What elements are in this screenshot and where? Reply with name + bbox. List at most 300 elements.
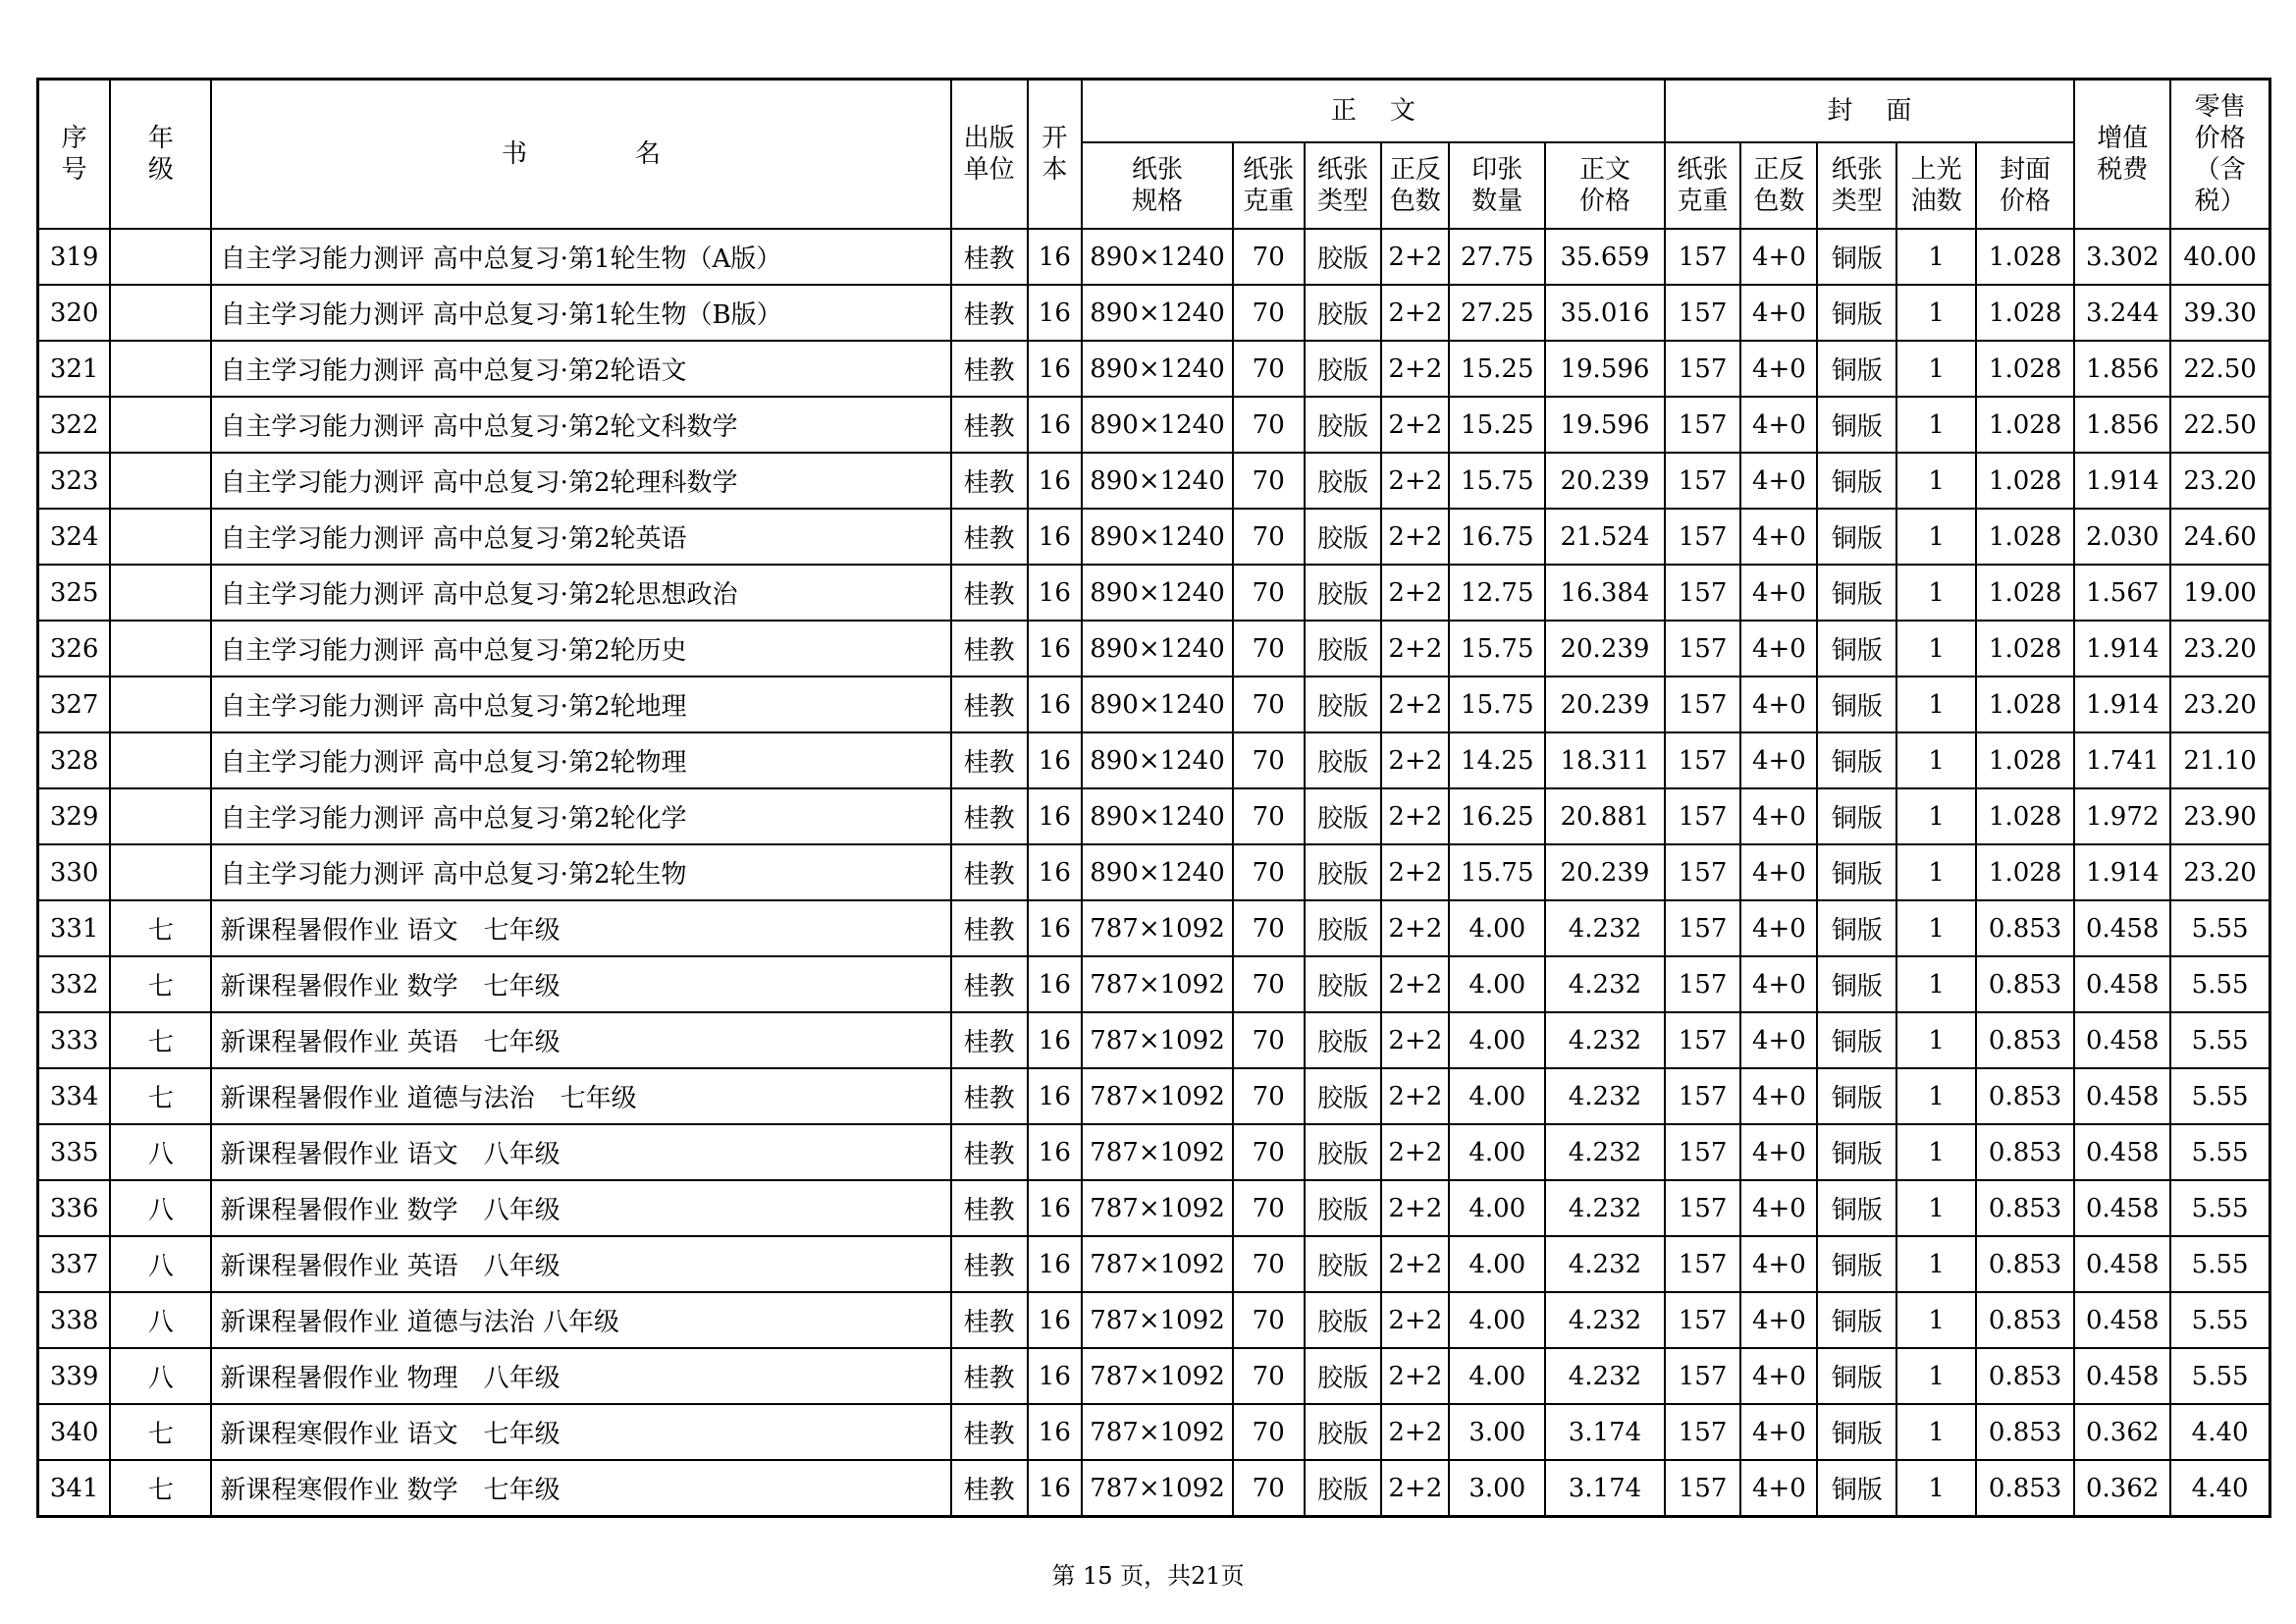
- cell-grade: [110, 677, 211, 732]
- cell-body-sheets: 4.00: [1449, 1012, 1545, 1068]
- cell-cover-colors: 4+0: [1740, 1348, 1817, 1404]
- cell-retail-price: 22.50: [2170, 341, 2269, 397]
- cell-body-price: 20.239: [1545, 621, 1664, 677]
- cell-book-name: 新课程寒假作业 数学 七年级: [211, 1460, 950, 1517]
- cell-cover-colors: 4+0: [1740, 229, 1817, 285]
- cell-grade: [110, 565, 211, 621]
- header-cover-group: 封面: [1665, 80, 2075, 143]
- cell-cover-paper-weight: 157: [1665, 1404, 1741, 1460]
- cell-cover-colors: 4+0: [1740, 1460, 1817, 1517]
- cell-book-name: 新课程暑假作业 语文 七年级: [211, 900, 950, 956]
- cell-cover-paper-type: 铜版: [1817, 1404, 1896, 1460]
- cell-body-paper-weight: 70: [1233, 285, 1305, 341]
- cell-body-sheets: 4.00: [1449, 1348, 1545, 1404]
- table-row: [38, 621, 2270, 677]
- table-body: [38, 229, 2270, 1517]
- cell-cover-price: 1.028: [1976, 677, 2074, 732]
- cell-body-paper-size: 890×1240: [1082, 285, 1233, 341]
- cell-body-paper-weight: 70: [1233, 509, 1305, 565]
- cell-vat: 1.856: [2074, 341, 2170, 397]
- cell-publisher: 桂教: [951, 1012, 1028, 1068]
- cell-book-name: 新课程暑假作业 英语 八年级: [211, 1236, 950, 1292]
- cell-retail-price: 5.55: [2170, 1348, 2269, 1404]
- cell-retail-price: 5.55: [2170, 956, 2269, 1012]
- cell-cover-paper-weight: 157: [1665, 1348, 1741, 1404]
- cell-grade: [110, 453, 211, 509]
- cell-book-name: 自主学习能力测评 高中总复习·第2轮语文: [211, 341, 950, 397]
- cell-retail-price: 22.50: [2170, 397, 2269, 453]
- cell-format: 16: [1028, 788, 1083, 844]
- cell-body-paper-weight: 70: [1233, 621, 1305, 677]
- cell-publisher: 桂教: [951, 732, 1028, 788]
- cell-body-paper-type: 胶版: [1305, 397, 1382, 453]
- cell-cover-paper-type: 铜版: [1817, 453, 1896, 509]
- cell-vat: 0.458: [2074, 1292, 2170, 1348]
- cell-cover-paper-type: 铜版: [1817, 844, 1896, 900]
- cell-body-paper-size: 787×1092: [1082, 1404, 1233, 1460]
- cell-vat: 1.741: [2074, 732, 2170, 788]
- cell-cover-varnish: 1: [1896, 1348, 1976, 1404]
- cell-seq: 339: [38, 1348, 111, 1404]
- cell-cover-varnish: 1: [1896, 1124, 1976, 1180]
- cell-body-paper-weight: 70: [1233, 732, 1305, 788]
- cell-body-colors: 2+2: [1381, 1292, 1449, 1348]
- cell-vat: 0.458: [2074, 1180, 2170, 1236]
- cell-body-colors: 2+2: [1381, 1068, 1449, 1124]
- header-cover-price: 封面 价格: [1976, 142, 2074, 229]
- cell-body-colors: 2+2: [1381, 397, 1449, 453]
- cell-body-paper-size: 890×1240: [1082, 621, 1233, 677]
- cell-seq: 330: [38, 844, 111, 900]
- cell-body-colors: 2+2: [1381, 788, 1449, 844]
- cell-body-paper-type: 胶版: [1305, 509, 1382, 565]
- cell-body-sheets: 16.25: [1449, 788, 1545, 844]
- cell-body-paper-size: 890×1240: [1082, 677, 1233, 732]
- cell-body-paper-type: 胶版: [1305, 1404, 1382, 1460]
- cell-body-colors: 2+2: [1381, 509, 1449, 565]
- cell-seq: 336: [38, 1180, 111, 1236]
- table-row: [38, 285, 2270, 341]
- cell-book-name: 自主学习能力测评 高中总复习·第2轮文科数学: [211, 397, 950, 453]
- cell-body-price: 4.232: [1545, 1124, 1664, 1180]
- cell-cover-colors: 4+0: [1740, 956, 1817, 1012]
- table-row: [38, 1236, 2270, 1292]
- cell-cover-colors: 4+0: [1740, 285, 1817, 341]
- cell-cover-paper-weight: 157: [1665, 285, 1741, 341]
- cell-retail-price: 5.55: [2170, 1124, 2269, 1180]
- cell-vat: 1.914: [2074, 844, 2170, 900]
- cell-cover-colors: 4+0: [1740, 1236, 1817, 1292]
- cell-cover-paper-type: 铜版: [1817, 397, 1896, 453]
- cell-cover-price: 0.853: [1976, 1348, 2074, 1404]
- cell-cover-paper-weight: 157: [1665, 621, 1741, 677]
- cell-seq: 327: [38, 677, 111, 732]
- cell-cover-price: 1.028: [1976, 229, 2074, 285]
- cell-cover-paper-weight: 157: [1665, 1236, 1741, 1292]
- cell-body-paper-weight: 70: [1233, 956, 1305, 1012]
- cell-body-paper-size: 890×1240: [1082, 844, 1233, 900]
- cell-cover-paper-type: 铜版: [1817, 621, 1896, 677]
- cell-cover-paper-weight: 157: [1665, 732, 1741, 788]
- cell-book-name: 新课程暑假作业 道德与法治 八年级: [211, 1292, 950, 1348]
- cell-publisher: 桂教: [951, 788, 1028, 844]
- cell-seq: 320: [38, 285, 111, 341]
- cell-cover-varnish: 1: [1896, 732, 1976, 788]
- cell-body-paper-type: 胶版: [1305, 1124, 1382, 1180]
- cell-publisher: 桂教: [951, 509, 1028, 565]
- cell-body-sheets: 15.75: [1449, 844, 1545, 900]
- cell-grade: [110, 341, 211, 397]
- cell-publisher: 桂教: [951, 1124, 1028, 1180]
- cell-format: 16: [1028, 1180, 1083, 1236]
- cell-cover-colors: 4+0: [1740, 341, 1817, 397]
- cell-body-colors: 2+2: [1381, 844, 1449, 900]
- cell-body-paper-size: 787×1092: [1082, 1348, 1233, 1404]
- cell-body-price: 4.232: [1545, 1348, 1664, 1404]
- cell-body-colors: 2+2: [1381, 900, 1449, 956]
- cell-vat: 0.458: [2074, 1068, 2170, 1124]
- table-row: [38, 1292, 2270, 1348]
- cell-cover-paper-type: 铜版: [1817, 509, 1896, 565]
- cell-grade: 七: [110, 956, 211, 1012]
- table-row: [38, 1068, 2270, 1124]
- cell-body-paper-type: 胶版: [1305, 621, 1382, 677]
- cell-book-name: 自主学习能力测评 高中总复习·第2轮地理: [211, 677, 950, 732]
- table-row: [38, 732, 2270, 788]
- cell-body-paper-weight: 70: [1233, 1124, 1305, 1180]
- cell-body-paper-size: 890×1240: [1082, 397, 1233, 453]
- cell-cover-paper-type: 铜版: [1817, 1348, 1896, 1404]
- cell-cover-colors: 4+0: [1740, 1068, 1817, 1124]
- cell-body-paper-size: 787×1092: [1082, 1460, 1233, 1517]
- cell-body-sheets: 4.00: [1449, 1180, 1545, 1236]
- cell-vat: 1.914: [2074, 677, 2170, 732]
- cell-publisher: 桂教: [951, 397, 1028, 453]
- cell-body-paper-type: 胶版: [1305, 1348, 1382, 1404]
- cell-cover-varnish: 1: [1896, 788, 1976, 844]
- cell-retail-price: 5.55: [2170, 1068, 2269, 1124]
- cell-body-colors: 2+2: [1381, 677, 1449, 732]
- cell-cover-price: 1.028: [1976, 341, 2074, 397]
- cell-body-sheets: 3.00: [1449, 1460, 1545, 1517]
- header-row-top: [38, 80, 2270, 143]
- cell-body-paper-weight: 70: [1233, 1180, 1305, 1236]
- cell-body-colors: 2+2: [1381, 229, 1449, 285]
- cell-vat: 0.458: [2074, 956, 2170, 1012]
- cell-cover-paper-type: 铜版: [1817, 229, 1896, 285]
- header-cover-colors: 正反 色数: [1740, 142, 1817, 229]
- cell-body-paper-type: 胶版: [1305, 677, 1382, 732]
- cell-cover-varnish: 1: [1896, 677, 1976, 732]
- cell-body-paper-type: 胶版: [1305, 900, 1382, 956]
- cell-publisher: 桂教: [951, 1068, 1028, 1124]
- cell-retail-price: 23.20: [2170, 453, 2269, 509]
- cell-body-paper-type: 胶版: [1305, 285, 1382, 341]
- cell-publisher: 桂教: [951, 677, 1028, 732]
- cell-body-paper-size: 787×1092: [1082, 1292, 1233, 1348]
- cell-book-name: 自主学习能力测评 高中总复习·第2轮理科数学: [211, 453, 950, 509]
- cell-cover-colors: 4+0: [1740, 509, 1817, 565]
- table-row: [38, 844, 2270, 900]
- cell-body-paper-type: 胶版: [1305, 229, 1382, 285]
- cell-body-paper-weight: 70: [1233, 1404, 1305, 1460]
- cell-cover-varnish: 1: [1896, 453, 1976, 509]
- cell-body-paper-type: 胶版: [1305, 1012, 1382, 1068]
- cell-retail-price: 5.55: [2170, 1292, 2269, 1348]
- cell-vat: 1.914: [2074, 621, 2170, 677]
- cell-publisher: 桂教: [951, 1404, 1028, 1460]
- cell-book-name: 新课程暑假作业 英语 七年级: [211, 1012, 950, 1068]
- header-cover-paper-weight: 纸张 克重: [1665, 142, 1741, 229]
- cell-cover-paper-type: 铜版: [1817, 1180, 1896, 1236]
- cell-body-paper-weight: 70: [1233, 1348, 1305, 1404]
- cell-grade: [110, 621, 211, 677]
- cell-format: 16: [1028, 1124, 1083, 1180]
- cell-grade: 八: [110, 1348, 211, 1404]
- cell-vat: 0.458: [2074, 1012, 2170, 1068]
- table-row: [38, 1124, 2270, 1180]
- header-publisher: 出版 单位: [951, 80, 1028, 230]
- cell-body-price: 3.174: [1545, 1404, 1664, 1460]
- cell-publisher: 桂教: [951, 900, 1028, 956]
- cell-cover-paper-type: 铜版: [1817, 1292, 1896, 1348]
- cell-book-name: 自主学习能力测评 高中总复习·第2轮生物: [211, 844, 950, 900]
- cell-retail-price: 19.00: [2170, 565, 2269, 621]
- cell-cover-paper-weight: 157: [1665, 844, 1741, 900]
- cell-seq: 341: [38, 1460, 111, 1517]
- header-seq: 序 号: [38, 80, 111, 230]
- cell-format: 16: [1028, 621, 1083, 677]
- cell-grade: [110, 509, 211, 565]
- cell-seq: 321: [38, 341, 111, 397]
- cell-format: 16: [1028, 1068, 1083, 1124]
- header-book-name: 书名: [211, 80, 950, 230]
- cell-retail-price: 5.55: [2170, 1236, 2269, 1292]
- cell-seq: 332: [38, 956, 111, 1012]
- cell-body-colors: 2+2: [1381, 956, 1449, 1012]
- cell-body-price: 19.596: [1545, 397, 1664, 453]
- cell-cover-colors: 4+0: [1740, 844, 1817, 900]
- header-body-price: 正文 价格: [1545, 142, 1664, 229]
- header-body-paper-type: 纸张 类型: [1305, 142, 1382, 229]
- cell-cover-paper-weight: 157: [1665, 1180, 1741, 1236]
- cell-cover-varnish: 1: [1896, 1292, 1976, 1348]
- cell-cover-paper-type: 铜版: [1817, 900, 1896, 956]
- cell-grade: 七: [110, 1068, 211, 1124]
- cell-body-paper-weight: 70: [1233, 1236, 1305, 1292]
- cell-cover-paper-weight: 157: [1665, 900, 1741, 956]
- cell-vat: 0.362: [2074, 1460, 2170, 1517]
- header-format: 开 本: [1028, 80, 1083, 230]
- cell-vat: 1.914: [2074, 453, 2170, 509]
- cell-body-price: 4.232: [1545, 956, 1664, 1012]
- cell-retail-price: 5.55: [2170, 1180, 2269, 1236]
- cell-seq: 329: [38, 788, 111, 844]
- cell-cover-paper-type: 铜版: [1817, 1236, 1896, 1292]
- cell-body-sheets: 15.25: [1449, 341, 1545, 397]
- cell-retail-price: 5.55: [2170, 1012, 2269, 1068]
- cell-format: 16: [1028, 956, 1083, 1012]
- cell-cover-varnish: 1: [1896, 1180, 1976, 1236]
- cell-seq: 338: [38, 1292, 111, 1348]
- cell-format: 16: [1028, 565, 1083, 621]
- cell-seq: 326: [38, 621, 111, 677]
- cell-format: 16: [1028, 1404, 1083, 1460]
- cell-cover-price: 1.028: [1976, 453, 2074, 509]
- cell-book-name: 新课程暑假作业 数学 八年级: [211, 1180, 950, 1236]
- table-row: [38, 1404, 2270, 1460]
- cell-format: 16: [1028, 900, 1083, 956]
- cell-retail-price: 23.20: [2170, 844, 2269, 900]
- cell-body-price: 20.239: [1545, 844, 1664, 900]
- cell-cover-paper-weight: 157: [1665, 453, 1741, 509]
- cell-cover-varnish: 1: [1896, 1012, 1976, 1068]
- cell-body-sheets: 14.25: [1449, 732, 1545, 788]
- cell-format: 16: [1028, 509, 1083, 565]
- cell-cover-colors: 4+0: [1740, 732, 1817, 788]
- cell-cover-colors: 4+0: [1740, 788, 1817, 844]
- cell-body-sheets: 27.75: [1449, 229, 1545, 285]
- cell-body-paper-weight: 70: [1233, 229, 1305, 285]
- table-row: [38, 677, 2270, 732]
- cell-body-sheets: 15.75: [1449, 453, 1545, 509]
- cell-body-paper-size: 787×1092: [1082, 956, 1233, 1012]
- cell-body-price: 4.232: [1545, 1012, 1664, 1068]
- cell-retail-price: 23.20: [2170, 621, 2269, 677]
- cell-format: 16: [1028, 1292, 1083, 1348]
- cell-body-price: 4.232: [1545, 1068, 1664, 1124]
- table-row: [38, 565, 2270, 621]
- cell-cover-price: 1.028: [1976, 844, 2074, 900]
- cell-cover-paper-type: 铜版: [1817, 1068, 1896, 1124]
- cell-cover-varnish: 1: [1896, 844, 1976, 900]
- cell-body-paper-weight: 70: [1233, 900, 1305, 956]
- cell-grade: [110, 397, 211, 453]
- cell-seq: 334: [38, 1068, 111, 1124]
- cell-cover-varnish: 1: [1896, 509, 1976, 565]
- cell-seq: 325: [38, 565, 111, 621]
- cell-cover-price: 0.853: [1976, 1404, 2074, 1460]
- cell-retail-price: 4.40: [2170, 1404, 2269, 1460]
- cell-body-paper-size: 787×1092: [1082, 1180, 1233, 1236]
- cell-cover-varnish: 1: [1896, 621, 1976, 677]
- cell-cover-paper-type: 铜版: [1817, 565, 1896, 621]
- cell-cover-price: 0.853: [1976, 900, 2074, 956]
- cell-body-paper-weight: 70: [1233, 844, 1305, 900]
- cell-cover-paper-type: 铜版: [1817, 341, 1896, 397]
- cell-body-paper-type: 胶版: [1305, 1068, 1382, 1124]
- cell-vat: 3.302: [2074, 229, 2170, 285]
- cell-publisher: 桂教: [951, 956, 1028, 1012]
- cell-format: 16: [1028, 453, 1083, 509]
- cell-grade: 八: [110, 1236, 211, 1292]
- cell-body-paper-type: 胶版: [1305, 1460, 1382, 1517]
- cell-grade: 七: [110, 1012, 211, 1068]
- cell-publisher: 桂教: [951, 1460, 1028, 1517]
- cell-grade: 七: [110, 1404, 211, 1460]
- cell-cover-paper-weight: 157: [1665, 341, 1741, 397]
- cell-publisher: 桂教: [951, 229, 1028, 285]
- table-row: [38, 509, 2270, 565]
- cell-cover-paper-weight: 157: [1665, 788, 1741, 844]
- cell-vat: 1.972: [2074, 788, 2170, 844]
- cell-publisher: 桂教: [951, 341, 1028, 397]
- cell-body-paper-weight: 70: [1233, 565, 1305, 621]
- cell-vat: 3.244: [2074, 285, 2170, 341]
- cell-cover-colors: 4+0: [1740, 900, 1817, 956]
- cell-cover-price: 1.028: [1976, 565, 2074, 621]
- cell-grade: 八: [110, 1124, 211, 1180]
- cell-seq: 328: [38, 732, 111, 788]
- cell-book-name: 自主学习能力测评 高中总复习·第2轮物理: [211, 732, 950, 788]
- cell-cover-price: 0.853: [1976, 1292, 2074, 1348]
- cell-publisher: 桂教: [951, 844, 1028, 900]
- cell-body-price: 18.311: [1545, 732, 1664, 788]
- cell-body-paper-weight: 70: [1233, 453, 1305, 509]
- cell-body-colors: 2+2: [1381, 285, 1449, 341]
- header-retail-price: 零售 价格 （含 税）: [2170, 80, 2269, 230]
- cell-body-paper-weight: 70: [1233, 677, 1305, 732]
- cell-book-name: 新课程暑假作业 数学 七年级: [211, 956, 950, 1012]
- cell-cover-paper-weight: 157: [1665, 397, 1741, 453]
- cell-body-price: 4.232: [1545, 1236, 1664, 1292]
- cell-cover-varnish: 1: [1896, 900, 1976, 956]
- cell-cover-varnish: 1: [1896, 1236, 1976, 1292]
- cell-seq: 322: [38, 397, 111, 453]
- cell-body-paper-weight: 70: [1233, 788, 1305, 844]
- cell-body-paper-size: 787×1092: [1082, 1012, 1233, 1068]
- cell-cover-paper-weight: 157: [1665, 229, 1741, 285]
- cell-cover-colors: 4+0: [1740, 1012, 1817, 1068]
- cell-body-paper-weight: 70: [1233, 1292, 1305, 1348]
- cell-cover-colors: 4+0: [1740, 677, 1817, 732]
- cell-publisher: 桂教: [951, 1236, 1028, 1292]
- header-grade: 年 级: [110, 80, 211, 230]
- cell-format: 16: [1028, 229, 1083, 285]
- cell-cover-colors: 4+0: [1740, 1124, 1817, 1180]
- cell-cover-price: 0.853: [1976, 1124, 2074, 1180]
- cell-cover-varnish: 1: [1896, 285, 1976, 341]
- table-row: [38, 229, 2270, 285]
- cell-cover-paper-weight: 157: [1665, 1460, 1741, 1517]
- cell-cover-varnish: 1: [1896, 397, 1976, 453]
- cell-body-price: 35.016: [1545, 285, 1664, 341]
- cell-cover-varnish: 1: [1896, 229, 1976, 285]
- cell-body-sheets: 4.00: [1449, 1068, 1545, 1124]
- cell-body-sheets: 4.00: [1449, 1236, 1545, 1292]
- cell-vat: 0.458: [2074, 1236, 2170, 1292]
- cell-body-colors: 2+2: [1381, 1236, 1449, 1292]
- cell-book-name: 自主学习能力测评 高中总复习·第2轮化学: [211, 788, 950, 844]
- cell-body-sheets: 12.75: [1449, 565, 1545, 621]
- cell-book-name: 新课程寒假作业 语文 七年级: [211, 1404, 950, 1460]
- cell-cover-colors: 4+0: [1740, 453, 1817, 509]
- cell-cover-colors: 4+0: [1740, 1292, 1817, 1348]
- header-body-sheets: 印张 数量: [1449, 142, 1545, 229]
- cell-format: 16: [1028, 1460, 1083, 1517]
- cell-cover-paper-weight: 157: [1665, 565, 1741, 621]
- cell-format: 16: [1028, 1348, 1083, 1404]
- cell-body-colors: 2+2: [1381, 1124, 1449, 1180]
- cell-vat: 0.458: [2074, 1124, 2170, 1180]
- cell-book-name: 新课程暑假作业 语文 八年级: [211, 1124, 950, 1180]
- cell-retail-price: 23.20: [2170, 677, 2269, 732]
- cell-cover-paper-weight: 157: [1665, 677, 1741, 732]
- cell-body-price: 20.881: [1545, 788, 1664, 844]
- cell-cover-price: 0.853: [1976, 956, 2074, 1012]
- cell-body-paper-size: 787×1092: [1082, 1068, 1233, 1124]
- cell-body-paper-type: 胶版: [1305, 453, 1382, 509]
